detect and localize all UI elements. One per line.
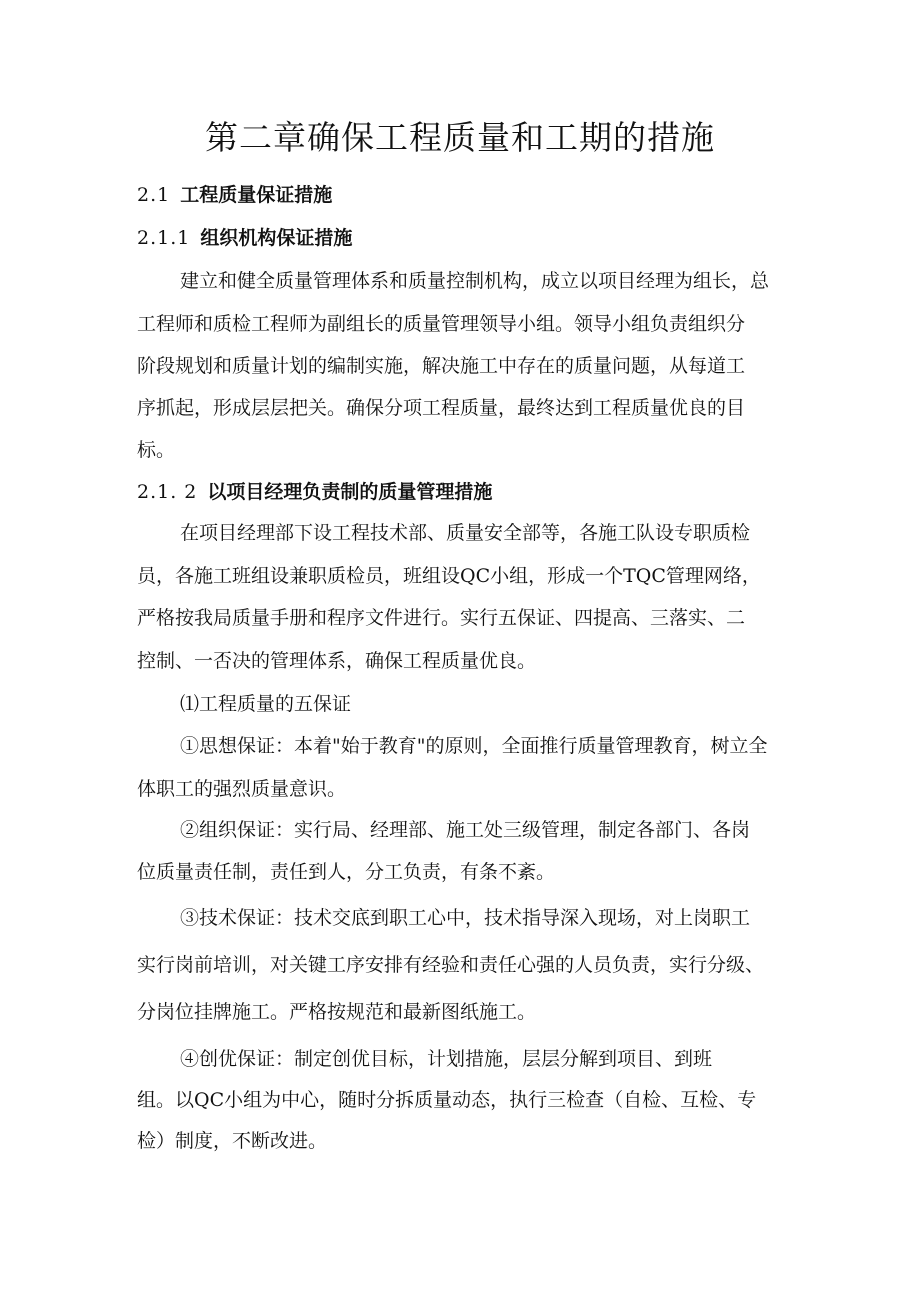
list-item-line: 体职工的强烈质量意识。	[137, 778, 347, 800]
list-item-line: ①思想保证：本着"始于教育"的原则，全面推行质量管理教育，树立全	[180, 735, 768, 757]
list-item-line: ④创优保证：制定创优目标，计划措施，层层分解到项目、到班	[180, 1048, 713, 1070]
paragraph-line: 阶段规划和质量计划的编制实施，解决施工中存在的质量问题，从每道工	[137, 355, 746, 377]
list-item-line: ②组织保证：实行局、经理部、施工处三级管理，制定各部门、各岗	[180, 819, 751, 841]
section-heading-2-1	[137, 180, 332, 207]
list-title: ⑴工程质量的五保证	[180, 693, 352, 715]
section-number: 2.1. 2	[137, 481, 198, 503]
paragraph-line: 序抓起，形成层层把关。确保分项工程质量，最终达到工程质量优良的目	[137, 397, 746, 419]
section-title: 以项目经理负责制的质量管理措施	[207, 481, 493, 503]
section-number: 2.1.1	[137, 227, 191, 249]
list-item-line: 分岗位挂牌施工。严格按规范和最新图纸施工。	[137, 1001, 537, 1023]
list-item-line: 位质量责任制，责任到人，分工负责，有条不紊。	[137, 861, 556, 883]
section-number: 2.1	[137, 184, 171, 206]
paragraph-line: 标。	[137, 439, 176, 461]
list-item-line: 实行岗前培训，对关键工序安排有经验和责任心强的人员负责，实行分级、	[137, 954, 765, 976]
section-title: 工程质量保证措施	[180, 184, 333, 206]
list-item-line: 检）制度，不断改进。	[137, 1130, 328, 1152]
section-title: 组织机构保证措施	[200, 227, 353, 249]
paragraph-line: 建立和健全质量管理体系和质量控制机构，成立以项目经理为组长，总	[180, 270, 770, 292]
section-heading-2-1-1	[137, 223, 352, 250]
paragraph-line: 员，各施工班组设兼职质检员，班组设QC小组，形成一个TQC管理网络，	[137, 565, 761, 587]
paragraph-line: 工程师和质检工程师为副组长的质量管理领导小组。领导小组负责组织分	[137, 313, 746, 335]
paragraph-line: 严格按我局质量手册和程序文件进行。实行五保证、四提高、三落实、二	[137, 607, 746, 629]
paragraph-line: 在项目经理部下设工程技术部、质量安全部等，各施工队设专职质检	[180, 522, 751, 544]
paragraph-line: 控制、一否决的管理体系，确保工程质量优良。	[137, 650, 537, 672]
section-heading-2-1-2	[137, 477, 492, 504]
list-item-line: 组。以QC小组为中心，随时分拆质量动态，执行三检查（自检、互检、专	[137, 1089, 757, 1111]
list-item-line: ③技术保证：技术交底到职工心中，技术指导深入现场，对上岗职工	[180, 907, 751, 929]
chapter-title: 第二章确保工程质量和工期的措施	[205, 118, 715, 157]
